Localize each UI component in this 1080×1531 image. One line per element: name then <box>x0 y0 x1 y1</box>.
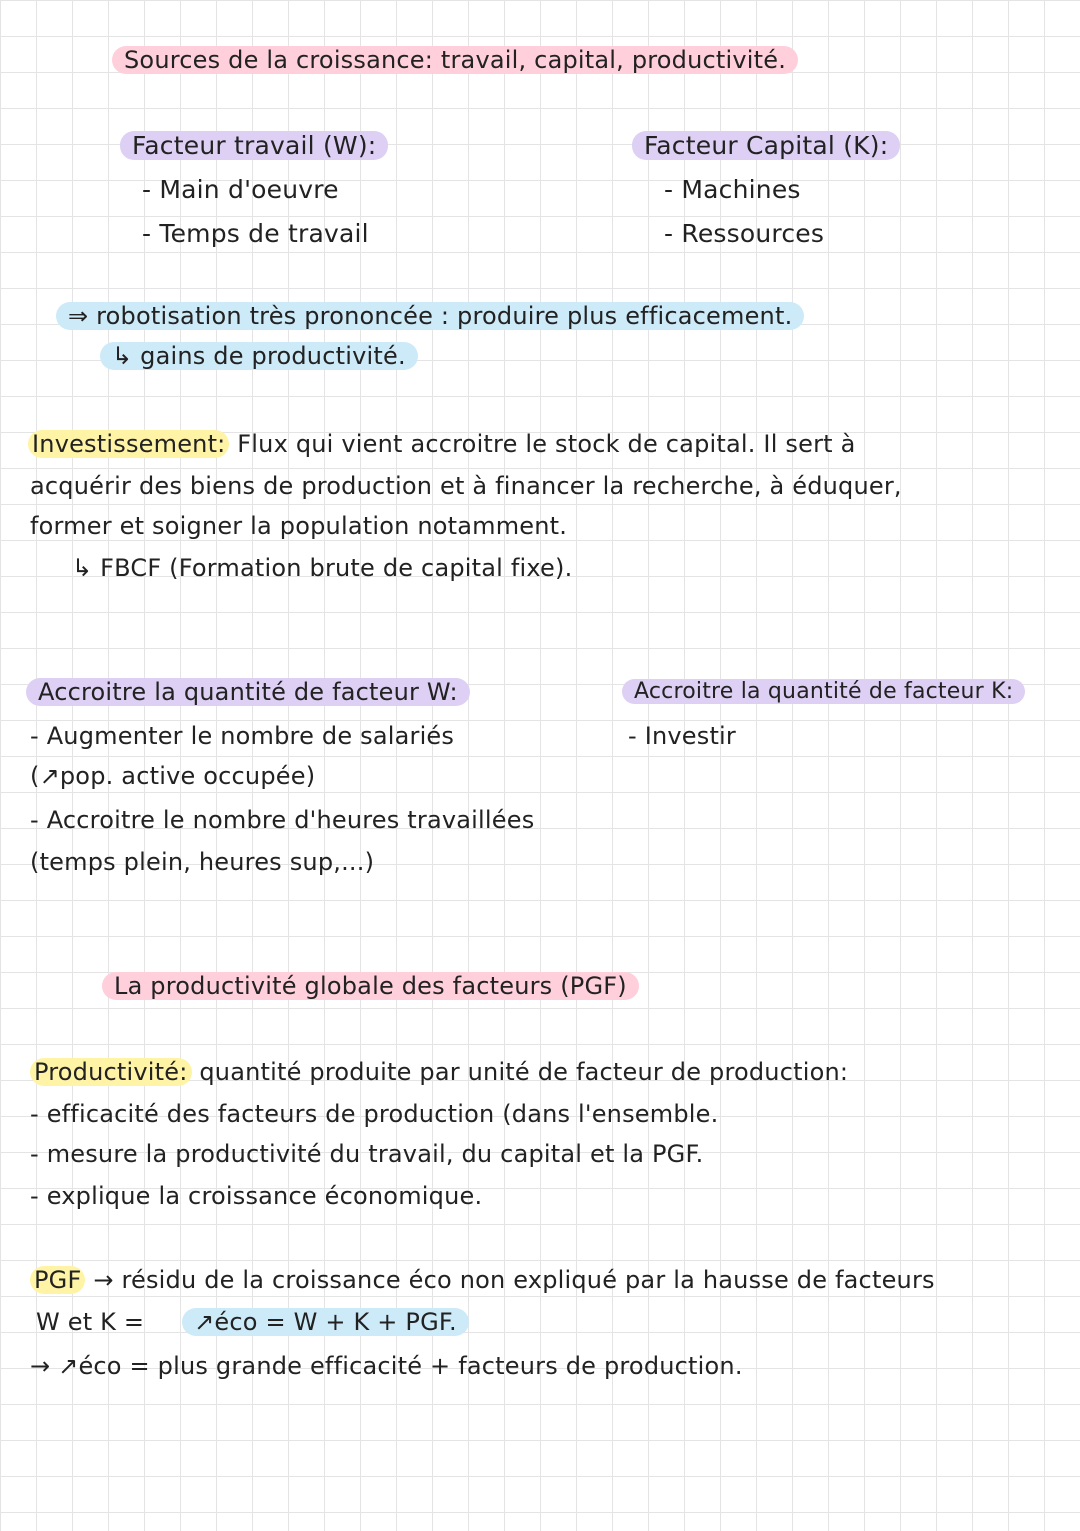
page-title: Sources de la croissance: travail, capital, productivité. <box>112 46 798 74</box>
pgf-residual-def: → résidu de la croissance éco non expliqué par la hausse de facteurs <box>85 1266 935 1294</box>
investment-term: Investissement: <box>28 430 229 458</box>
productivity-point: - explique la croissance économique. <box>30 1182 483 1210</box>
pgf-conclusion: → ↗éco = plus grande efficacité + facteurs de production. <box>30 1352 743 1380</box>
investment-line: acquérir des biens de production et à financer la recherche, à éduquer, <box>30 472 902 500</box>
labor-item: - Main d'oeuvre <box>142 175 339 204</box>
increase-k-heading: Accroitre la quantité de facteur K: <box>622 679 1025 704</box>
increase-k-line: - Investir <box>628 722 736 750</box>
productivity-def: quantité produite par unité de facteur de production: <box>191 1058 849 1086</box>
increase-w-line: - Accroitre le nombre d'heures travaillées <box>30 806 535 834</box>
labor-item: - Temps de travail <box>142 219 369 248</box>
increase-w-heading-row <box>26 676 470 708</box>
increase-w-line: (temps plein, heures sup,...) <box>30 848 375 876</box>
capital-heading: Facteur Capital (K): <box>632 131 900 160</box>
pgf-residual-term: PGF <box>30 1266 85 1294</box>
increase-w-heading: Accroitre la quantité de facteur W: <box>26 678 470 706</box>
page-title-row <box>112 44 798 76</box>
pgf-heading-row <box>102 970 639 1002</box>
fbcf-line: ↳ FBCF (Formation brute de capital fixe). <box>72 554 573 582</box>
investment-line: former et soigner la population notamment. <box>30 512 568 540</box>
labor-heading-row <box>120 130 388 162</box>
capital-heading-row <box>632 130 900 162</box>
pgf-residual-line <box>30 1264 935 1296</box>
increase-w-line: - Augmenter le nombre de salariés <box>30 722 455 750</box>
capital-item: - Machines <box>664 175 801 204</box>
productivity-point: - mesure la productivité du travail, du capital et la PGF. <box>30 1140 704 1168</box>
labor-heading: Facteur travail (W): <box>120 131 388 160</box>
investment-line <box>28 428 856 460</box>
pgf-formula: ↗éco = W + K + PGF. <box>182 1308 469 1336</box>
robot-gains-row <box>100 340 418 372</box>
increase-w-line: (↗pop. active occupée) <box>30 762 316 790</box>
investment-def: Flux qui vient accroitre le stock de capital. Il sert à <box>229 430 856 458</box>
robot-line: ⇒ robotisation très prononcée : produire plus efficacement. <box>56 302 804 330</box>
pgf-formula-line <box>36 1306 469 1338</box>
robot-row <box>56 300 804 332</box>
robot-gains: ↳ gains de productivité. <box>100 342 418 370</box>
pgf-wk: W et K = <box>36 1308 145 1336</box>
increase-k-heading-row <box>622 676 1025 708</box>
pgf-heading: La productivité globale des facteurs (PGF) <box>102 972 639 1000</box>
productivity-point: - efficacité des facteurs de production (dans l'ensemble. <box>30 1100 719 1128</box>
capital-item: - Ressources <box>664 219 825 248</box>
productivity-def-line <box>30 1056 848 1088</box>
productivity-term: Productivité: <box>30 1058 192 1086</box>
